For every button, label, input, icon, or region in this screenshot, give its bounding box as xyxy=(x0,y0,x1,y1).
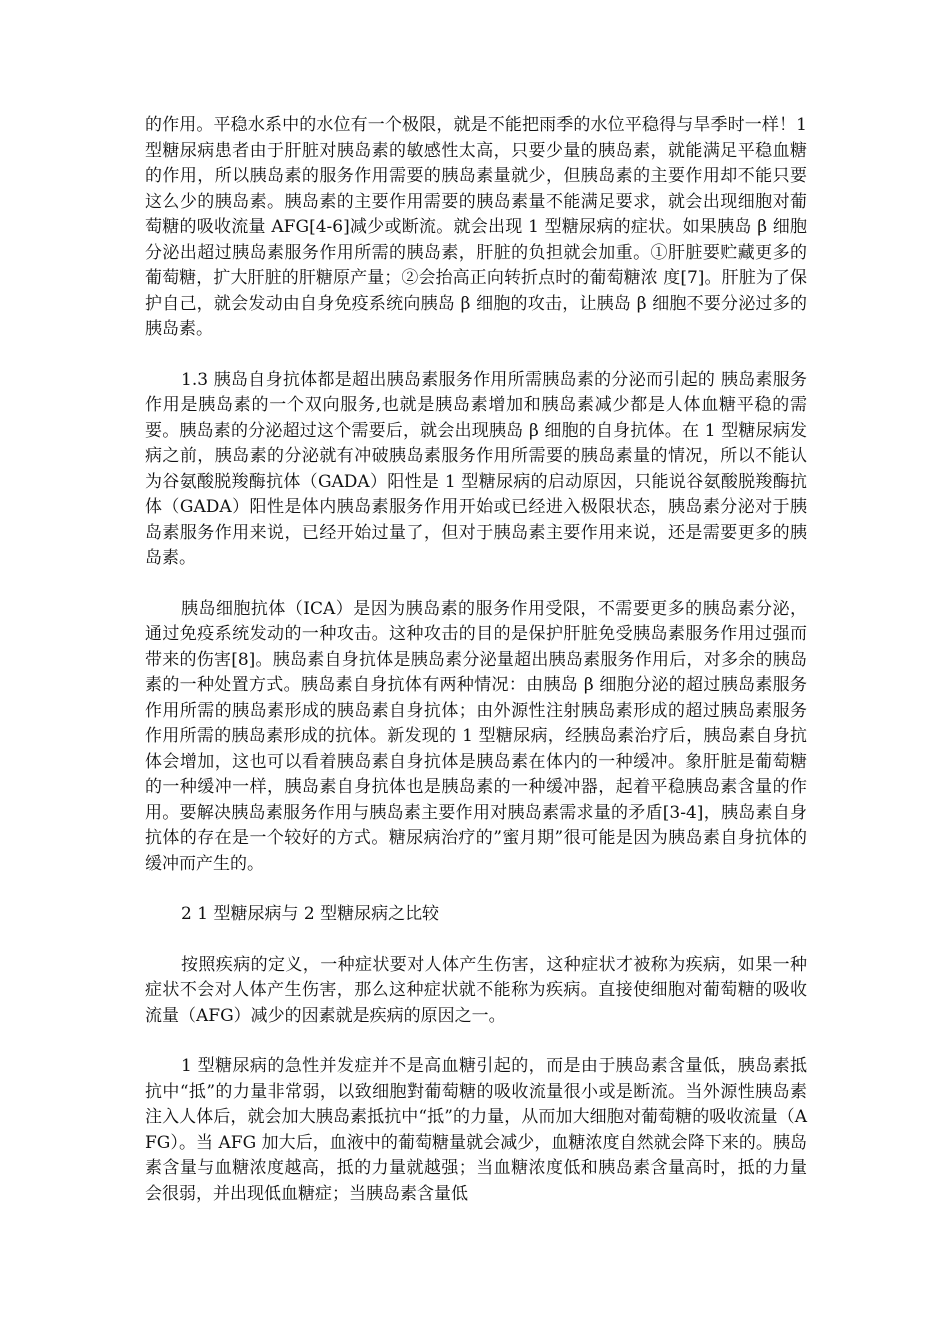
paragraph-acute-complications: 1 型糖尿病的急性并发症并不是高血糖引起的，而是由于胰岛素含量低，胰岛素抵抗中“抵”的力量非常弱，以致细胞對葡萄糖的吸收流量很小或是断流。当外源性胰岛素注入人体后，就会加大胰岛素抵抗中“抵”的力量，从而加大细胞对葡萄糖的吸收流量（AFG）。当 AFG 加大后，血液中的葡萄糖量就会减少，血糖浓度自然就会降下来的。胰岛素含量与血糖浓度越高，抵的力量就越强；当血糖浓度低和胰岛素含量高时，抵的力量会很弱，并出现低血糖症；当胰岛素含量低 xyxy=(145,1056,807,1204)
paragraph-ica: 胰岛细胞抗体（ICA）是因为胰岛素的服务作用受限，不需要更多的胰岛素分泌，通过免疫系统发动的一种攻击。这种攻击的目的是保护肝脏免受胰岛素服务作用过强而带来的伤害[8]。胰岛素自身抗体是胰岛素分泌量超出胰岛素服务作用后，对多余的胰岛素的一种处置方式。胰岛素自身抗体有两种情况：由胰岛 β 细胞分泌的超过胰岛素服务作用所需的胰岛素形成的胰岛素自身抗体；由外源性注射胰岛素形成的超过胰岛素服务作用所需的胰岛素形成的抗体。新发现的 1 型糖尿病，经胰岛素治疗后，胰岛素自身抗体会增加，这也可以看着胰岛素自身抗体是胰岛素在体内的一种缓冲。象肝脏是葡萄糖的一种缓冲一样，胰岛素自身抗体也是胰岛素的一种缓冲器，起着平稳胰岛素含量的作用。要解决胰岛素服务作用与胰岛素主要作用对胰岛素需求量的矛盾[3-4]，胰岛素自身抗体的存在是一个较好的方式。糖尿病治疗的”蜜月期”很可能是因为胰岛素自身抗体的缓冲而产生的。 xyxy=(145,598,807,874)
paragraph-continuation: 的作用。平稳水系中的水位有一个极限，就是不能把雨季的水位平稳得与旱季时一样！1 型糖尿病患者由于肝脏对胰岛素的敏感性太高，只要少量的胰岛素，就能满足平稳血糖的作用，所以胰岛素的服务作用需要的胰岛素量就少，但胰岛素的主要作用却不能只要这么少的胰岛素。胰岛素的主要作用需要的胰岛素量不能满足要求，就会出现细胞对葡萄糖的吸收流量 AFG[4-6]减少或断流。就会出现 1 型糖尿病的症状。如果胰岛 β 细胞分泌出超过胰岛素服务作用所需的胰岛素，肝脏的负担就会加重。①肝脏要贮藏更多的葡萄糖，扩大肝脏的肝糖原产量；②会抬高正向转折点时的葡萄糖浓 度[7]。肝脏为了保护自己，就会发动由自身免疫系统向胰岛 β 细胞的攻击，让胰岛 β 细胞不要分泌过多的胰岛素。 xyxy=(145,115,807,339)
section-heading-2: 2 1 型糖尿病与 2 型糖尿病之比较 xyxy=(181,904,440,924)
paragraph-disease-definition: 按照疾病的定义，一种症状要对人体产生伤害，这种症状才被称为疾病，如果一种症状不会对人体产生伤害，那么这种症状就不能称为疾病。直接使细胞对葡萄糖的吸收流量（AFG）减少的因素就是疾病的原因之一。 xyxy=(145,954,807,1026)
document-body xyxy=(145,113,807,1232)
paragraph-section-1-3: 1.3 胰岛自身抗体都是超出胰岛素服务作用所需胰岛素的分泌而引起的 胰岛素服务作用是胰岛素的一个双向服务,也就是胰岛素增加和胰岛素减少都是人体血糖平稳的需要。胰岛素的分泌超过这个需要后，就会出现胰岛 β 细胞的自身抗体。在 1 型糖尿病发病之前，胰岛素的分泌就有冲破胰岛素服务作用所需要的胰岛素量的情况，所以不能认为谷氨酸脱羧酶抗体（GADA）阳性是 1 型糖尿病的启动原因，只能说谷氨酸脱羧酶抗体（GADA）阳性是体内胰岛素服务作用开始或已经进入极限状态，胰岛素分泌对于胰岛素服务作用来说，已经开始过量了，但对于胰岛素主要作用来说，还是需要更多的胰岛素。 xyxy=(145,369,807,568)
